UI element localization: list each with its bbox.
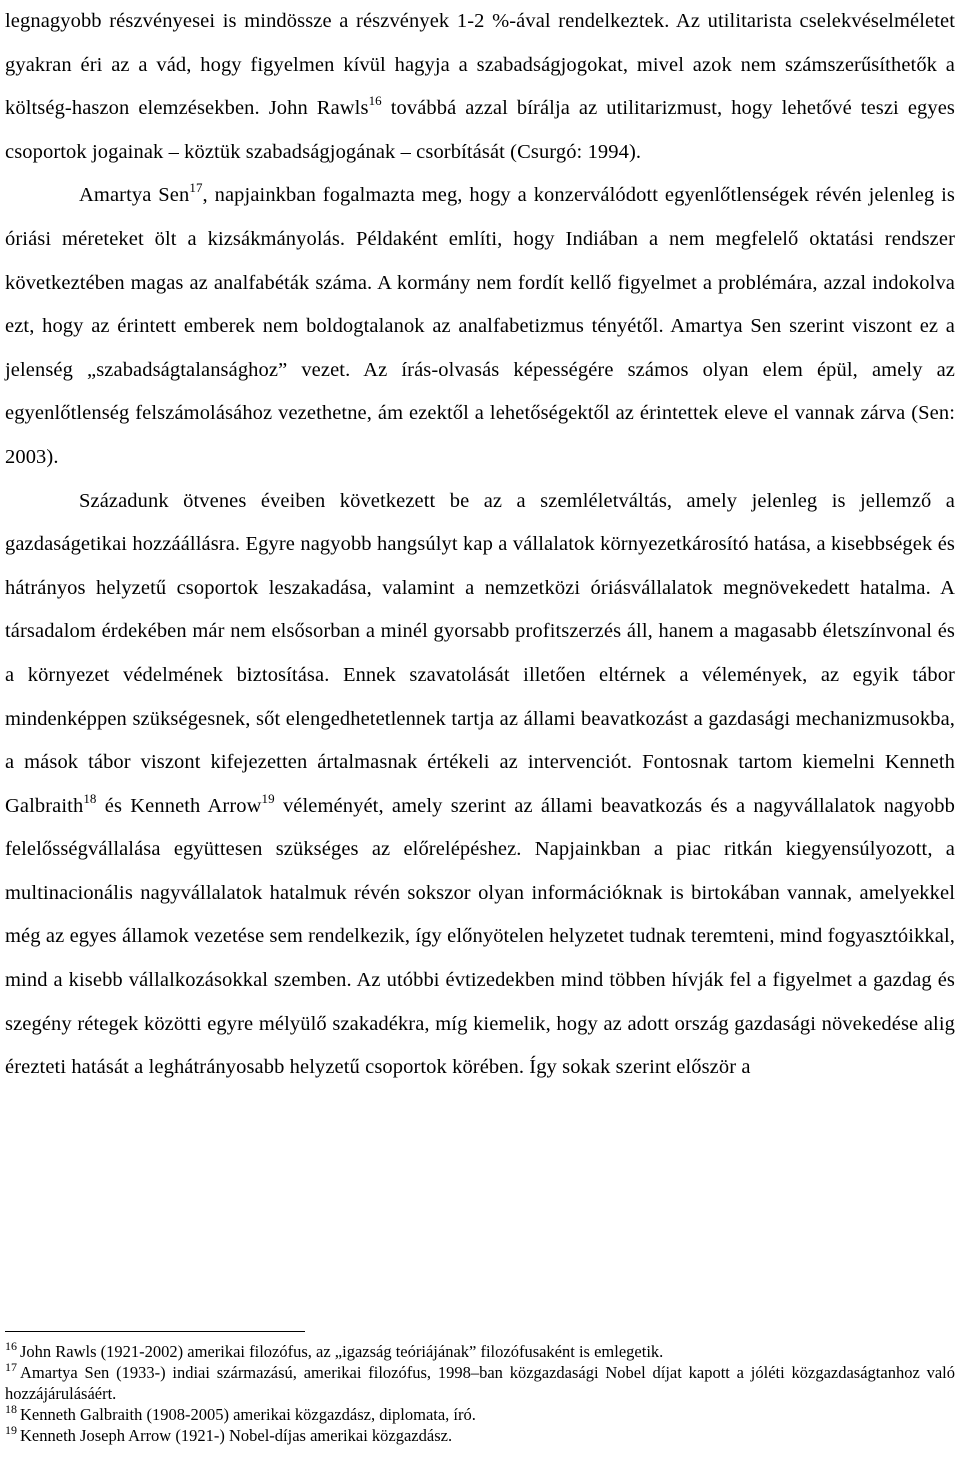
paragraph-2	[5, 174, 955, 479]
paragraph-text: véleményét, amely szerint az állami beavatkozás és a nagyvállalatok nagyobb felelősségvállalása együttesen szükséges az előrelépéshez. Napjainkban a piac ritkán kiegyensúlyozott, a multinacionális nagyvállalatok hatalmuk révén sokszor olyan információknak is birtokában vannak, amelyekkel még az egyes államok vezetése sem rendelkezik, így előnyötelen helyzetet tudnak teremteni, mind fogyasztóikkal, mind a kisebb vállalkozásokkal szemben. Az utóbbi évtizedekben mind többen hívják fel a figyelmet a gazdag és szegény rétegek közötti egyre mélyülő szakadékra, míg kiemelik, hogy az adott ország gazdasági növekedése alig érezteti hatását a leghátrányosabb helyzetű csoportok körében. Így sokak szerint először a	[5, 794, 955, 1079]
footnote-number: 16	[5, 1339, 17, 1353]
footnote-ref-17[interactable]: 17	[189, 180, 203, 196]
footnote-number: 19	[5, 1423, 17, 1437]
footnote-text: Amartya Sen (1933-) indiai származású, amerikai filozófus, 1998–ban közgazdasági Nobel díjat kapott a jóléti közgazdaságtanhoz való hozzájárulásáért.	[5, 1363, 955, 1403]
footnote-text: Kenneth Joseph Arrow (1921-) Nobel-díjas amerikai közgazdász.	[20, 1426, 453, 1445]
paragraph-3	[5, 480, 955, 1090]
paragraph-text: és Kenneth Arrow	[96, 794, 262, 817]
footnote-17	[5, 1362, 955, 1404]
footnote-ref-18[interactable]: 18	[83, 790, 97, 806]
paragraph-1	[5, 0, 955, 174]
paragraph-text: Amartya Sen	[79, 184, 190, 207]
paragraph-text: továbbá azzal bírálja az utilitarizmust, hogy lehetővé teszi egyes csoportok jogainak – köztük szabadságjogának – csorbítását (Csurgó: 1994).	[5, 97, 955, 163]
footnote-number: 18	[5, 1402, 17, 1416]
footnote-18	[5, 1404, 955, 1425]
footnote-text: Kenneth Galbraith (1908-2005) amerikai közgazdász, diplomata, író.	[20, 1405, 476, 1424]
footnotes	[5, 1331, 955, 1446]
footnote-number: 17	[5, 1360, 17, 1374]
paragraph-text: legnagyobb részvényesei is mindössze a részvények 1-2 %-ával rendelkeztek. Az utilitarista cselekvéselméletet gyakran éri az a vád, hogy figyelmen kívül hagyja a szabadságjogokat, mivel azok nem számszerűsíthetők a költség-haszon elemzésekben. John Rawls	[5, 10, 955, 120]
footnote-ref-16[interactable]: 16	[368, 93, 382, 109]
paragraph-text: , napjainkban fogalmazta meg, hogy a konzerválódott egyenlőtlenségek révén jelenleg is óriási méreteket ölt a kizsákmányolás. Példaként említi, hogy Indiában a nem megfelelő oktatási rendszer következtében magas az analfabéták száma. A kormány nem fordít kellő figyelmet a problémára, azzal indokolva ezt, hogy az érintett emberek nem boldogtalanok az analfabetizmus tényétől. Amartya Sen szerint viszont ez a jelenség „szabadságtalansághoz” vezet. Az írás-olvasás képességére számos olyan elem épül, amely az egyenlőtlenség felszámolásához vezethetne, ám ezektől a lehetőségektől az érintettek eleve el vannak zárva (Sen: 2003).	[5, 184, 955, 468]
footnote-ref-19[interactable]: 19	[261, 790, 275, 806]
document-body	[5, 0, 955, 1090]
footnote-16	[5, 1341, 955, 1362]
footnote-text: John Rawls (1921-2002) amerikai filozófus, az „igazság teóriájának” filozófusaként is emlegetik.	[20, 1342, 664, 1361]
footnote-divider	[5, 1331, 305, 1332]
paragraph-text: Századunk ötvenes éveiben következett be az a szemléletváltás, amely jelenleg is jellemző a gazdaságetikai hozzáállásra. Egyre nagyobb hangsúlyt kap a vállalatok környezetkárosító hatása, a kisebbségek és hátrányos helyzetű csoportok leszakadása, valamint a nemzetközi óriásvállalatok megnövekedett hatalma. A társadalom érdekében már nem elsősorban a minél gyorsabb profitszerzés áll, hanem a magasabb életszínvonal és a környezet védelmének biztosítása. Ennek szavatolását illetően eltérnek a vélemények, az egyik tábor mindenképpen szükségesnek, sőt elengedhetetlennek tartja az állami beavatkozást a gazdasági mechanizmusokba, a mások tábor viszont kifejezetten ártalmasnak értékeli az intervenciót. Fontosnak tartom kiemelni Kenneth Galbraith	[5, 489, 955, 817]
footnote-19	[5, 1425, 955, 1446]
